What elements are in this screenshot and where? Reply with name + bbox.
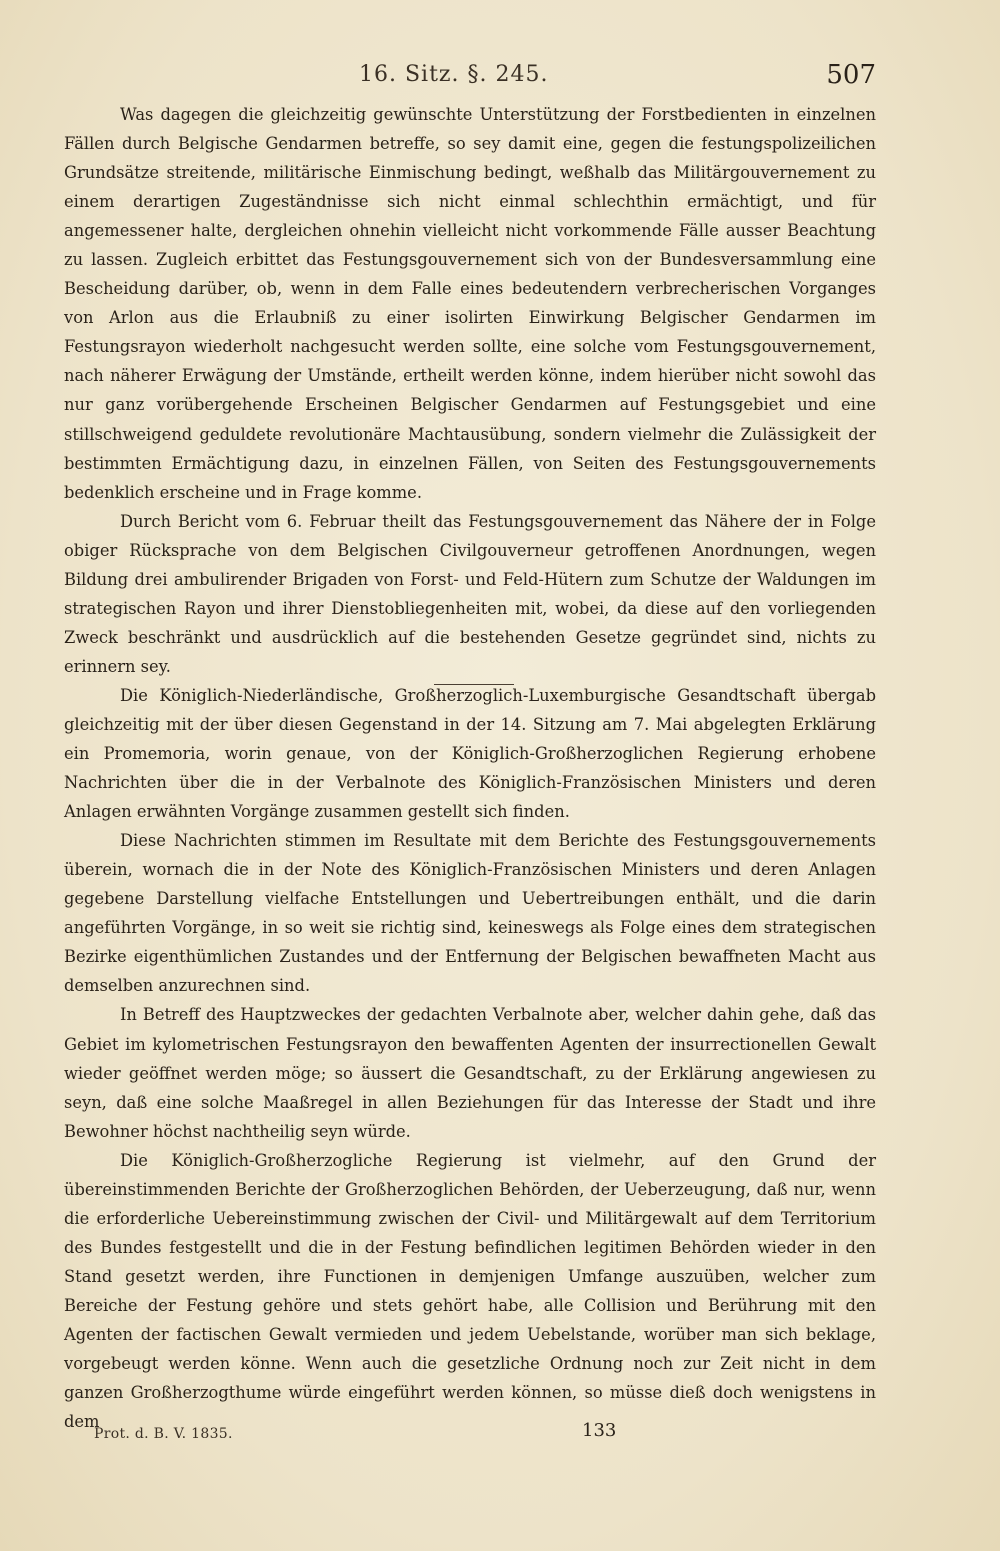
paragraph: Durch Bericht vom 6. Februar theilt das Festungsgouvernement das Nähere der in Folge obiger Rücksprache von dem Belgischen Civilgouverneur getroffenen Anordnungen, wegen Bildung drei ambulirender Brigaden von Forst- und Feld-Hütern zum Schutze der Waldungen im strategischen Rayon und ihrer Dienstobliegenheiten mit, wobei, da diese auf den vorliegenden Zweck beschränkt und ausdrücklich auf die bestehenden Gesetze gegründet sind, nichts zu erinnern sey. — [64, 511, 876, 676]
running-head: 16. Sitz. §. 245. — [359, 62, 549, 87]
sheet-number: 133 — [582, 1420, 617, 1441]
paragraph: Diese Nachrichten stimmen im Resultate mit dem Berichte des Festungsgouvernements überein, wornach die in der Note des Königlich-Französischen Ministers und deren Anlagen gegebene Darstellung vielfache Entstellungen und Uebertreibungen enthält, und die darin angeführten Vorgänge, in so weit sie richtig sind, keineswegs als Folge eines dem strategischen Bezirke eigenthümlichen Zustandes und der Entfernung der Belgischen bewaffneten Macht aus demselben anzurechnen sind. — [64, 831, 876, 996]
paragraph: Die Königlich-Großherzogliche Regierung ist vielmehr, auf den Grund der übereinstimmenden Berichte der Großherzoglichen Behörden, der Ueberzeugung, daß nur, wenn die erforderliche Uebereinstimmung zwischen der Civil- und Militärgewalt auf dem Territorium des Bundes festgestellt und die in der Festung befindlichen legitimen Behörden wieder in den Stand gesetzt werden, ihre Functionen in demjenigen Umfange auszuüben, welcher zum Bereiche der Festung gehöre und stets gehört habe, alle Collision und Berührung mit den Agenten der factischen Gewalt vermieden und jedem Uebelstande, worüber man sich beklage, vorgebeugt werden könne. Wenn auch die gesetzliche Ordnung noch zur Zeit nicht in dem ganzen Großherzogthume würde eingeführt werden können, so müsse dieß doch wenigstens in dem — [64, 1150, 876, 1432]
body-text — [64, 100, 876, 1436]
printer-signature: Prot. d. B. V. 1835. — [94, 1426, 233, 1442]
section-divider — [434, 684, 514, 685]
paragraph: In Betreff des Hauptzweckes der gedachten Verbalnote aber, welcher dahin gehe, daß das Gebiet im kylometrischen Festungsrayon den bewaffenten Agenten der insurrectionellen Gewalt wieder geöffnet werden möge; so äussert die Gesandtschaft, zu der Erklärung angewiesen zu seyn, daß eine solche Maaßregel in allen Beziehungen für das Interesse der Stadt und ihre Bewohner höchst nachtheilig seyn würde. — [64, 1005, 876, 1141]
page-footer — [64, 1418, 876, 1448]
paragraph: Was dagegen die gleichzeitig gewünschte Unterstützung der Forstbedienten in einzelnen Fällen durch Belgische Gendarmen betreffe, so sey damit eine, gegen die festungspolizeilichen Grundsätze streitende, militärische Einmischung bedingt, weßhalb das Militärgouvernement zu einem derartigen Zugeständnisse sich nicht einmal schlechthin ermächtigt, und für angemessener halte, dergleichen ohnehin vielleicht nicht vorkommende Fälle ausser Beachtung zu lassen. Zugleich erbittet das Festungsgouvernement sich von der Bundesversammlung eine Bescheidung darüber, ob, wenn in dem Falle eines bedeutendern verbrecherischen Vorganges von Arlon aus die Erlaubniß zu einer isolirten Einwirkung Belgischer Gendarmen im Festungsrayon wiederholt nachgesucht werden sollte, eine solche vom Festungsgouvernement, nach näherer Erwägung der Umstände, ertheilt werden könne, indem hierüber nicht sowohl das nur ganz vorübergehende Erscheinen Belgischer Gendarmen auf Festungsgebiet und eine stillschweigend geduldete revolutionäre Machtausübung, sondern vielmehr die Zulässigkeit der bestimmten Ermächtigung dazu, in einzelnen Fällen, von Seiten des Festungsgouvernements bedenklich erscheine und in Frage komme. — [64, 105, 876, 502]
page-header — [64, 58, 876, 98]
paragraph: Die Königlich-Niederländische, Großherzoglich-Luxemburgische Gesandtschaft übergab gleichzeitig mit der über diesen Gegenstand in der 14. Sitzung am 7. Mai abgelegten Erklärung ein Promemoria, worin genaue, von der Königlich-Großherzoglichen Regierung erhobene Nachrichten über die in der Verbalnote des Königlich-Französischen Ministers und deren Anlagen erwähnten Vorgänge zusammen gestellt sich finden. — [64, 685, 876, 822]
page-number: 507 — [826, 60, 876, 90]
